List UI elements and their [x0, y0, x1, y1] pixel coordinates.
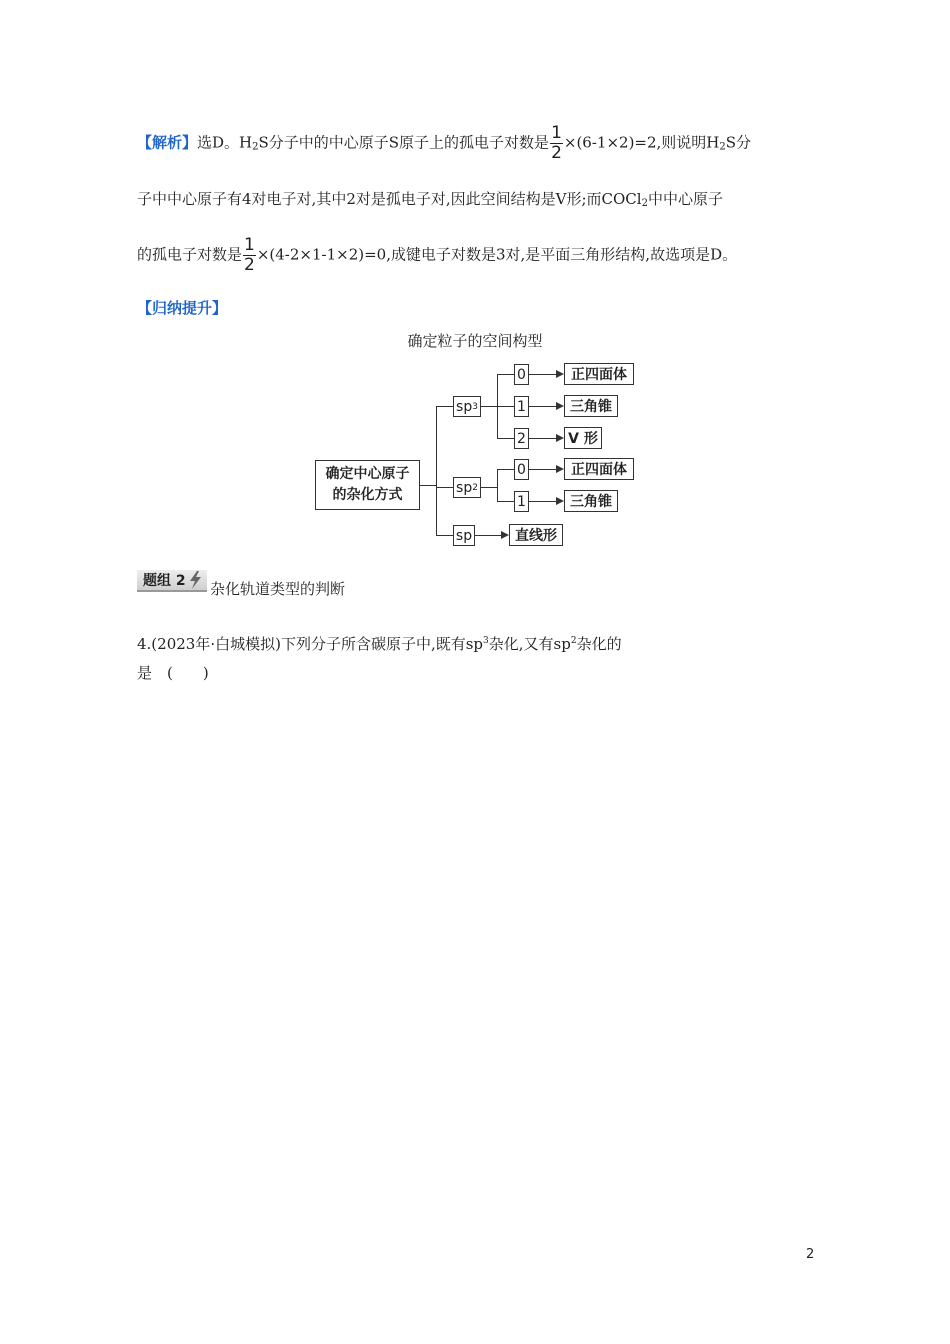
diagram-title: 确定粒子的空间构型 — [407, 332, 543, 350]
fraction-half-2: $\frac{1}{2}$ — [244, 235, 255, 275]
sp3-branch-0-line — [497, 374, 514, 375]
sp3-lone-pair-0: 0 — [514, 364, 529, 385]
sp3-lone-pair-1: 1 — [514, 396, 529, 417]
sp-arrow-head — [501, 531, 509, 539]
sp2-branch-0-line — [497, 469, 514, 470]
sp2-arrow-0-head — [556, 465, 564, 473]
sp2-branch-1-line — [497, 501, 514, 502]
sp3-arrow-1-head — [556, 402, 564, 410]
sp2-box: sp 2 — [453, 477, 481, 498]
trunk-line — [436, 406, 437, 536]
sp3-arrow-0-line — [529, 374, 557, 375]
trunk-sp-connector — [436, 535, 453, 536]
sp2-shape-0: 正四面体 — [564, 458, 634, 480]
sp3-box: sp 3 — [453, 396, 481, 417]
sp3-branch-1-line — [497, 406, 514, 407]
question-line-1: 4.(2023年·白城模拟)下列分子所含碳原子中,既有$sp^3$杂化,又有$sp^2$杂化的 — [137, 635, 622, 653]
summary-line — [137, 298, 227, 318]
sp3-arrow-2-line — [529, 438, 557, 439]
sp2-lone-pair-0: 0 — [514, 459, 529, 480]
sp2-arrow-1-line — [529, 501, 557, 502]
sp2-branch-line — [497, 469, 498, 502]
trunk-sp2-connector — [436, 487, 453, 488]
analysis-line-2: 子中中心原子有4对电子对,其中2对是孤电子对,因此空间结构是V形;而COCl$_2$中中心原子 — [137, 190, 723, 209]
summary-tag: 【归纳提升】 — [137, 299, 228, 317]
sp2-connector — [481, 487, 498, 488]
sp-box: sp — [453, 525, 475, 546]
question-line-2: 是 ( ) — [137, 664, 209, 682]
analysis-tag: 【解析】 — [137, 133, 198, 152]
sp3-arrow-0-head — [556, 370, 564, 378]
sp2-shape-1: 三角锥 — [564, 490, 618, 512]
analysis-line-1: 【解析】选D。$H_2S$分子中的中心原子S原子上的孤电子对数是 $\frac{1}{2}$ ×(6-1×2)=2,则说明$H_2S$分 — [137, 123, 752, 163]
sp-arrow-line — [475, 535, 502, 536]
trunk-sp3-connector — [436, 406, 453, 407]
lightning-icon — [188, 571, 202, 589]
group-title: 杂化轨道类型的判断 — [210, 580, 346, 598]
root-box: 确定中心原子 的杂化方式 — [315, 460, 420, 510]
sp3-shape-0: 正四面体 — [564, 363, 634, 385]
root-connector — [420, 485, 437, 486]
fraction-half: $\frac{1}{2}$ — [551, 123, 562, 163]
sp3-branch-2-line — [497, 438, 514, 439]
sp3-shape-2: V 形 — [564, 427, 602, 449]
group-badge: 题组 2 — [137, 570, 207, 592]
sp2-arrow-0-line — [529, 469, 557, 470]
sp3-connector — [481, 406, 498, 407]
sp2-lone-pair-1: 1 — [514, 491, 529, 512]
sp3-arrow-1-line — [529, 406, 557, 407]
sp3-shape-1: 三角锥 — [564, 395, 618, 417]
sp3-arrow-2-head — [556, 434, 564, 442]
page-number: 2 — [806, 1247, 815, 1262]
analysis-line-3: 的孤电子对数是 $\frac{1}{2}$ ×(4-2×1-1×2)=0,成键电子对数是3对,是平面三角形结构,故选项是D。 — [137, 235, 738, 275]
sp2-arrow-1-head — [556, 497, 564, 505]
sp3-lone-pair-2: 2 — [514, 428, 529, 449]
sp-shape: 直线形 — [509, 524, 563, 546]
